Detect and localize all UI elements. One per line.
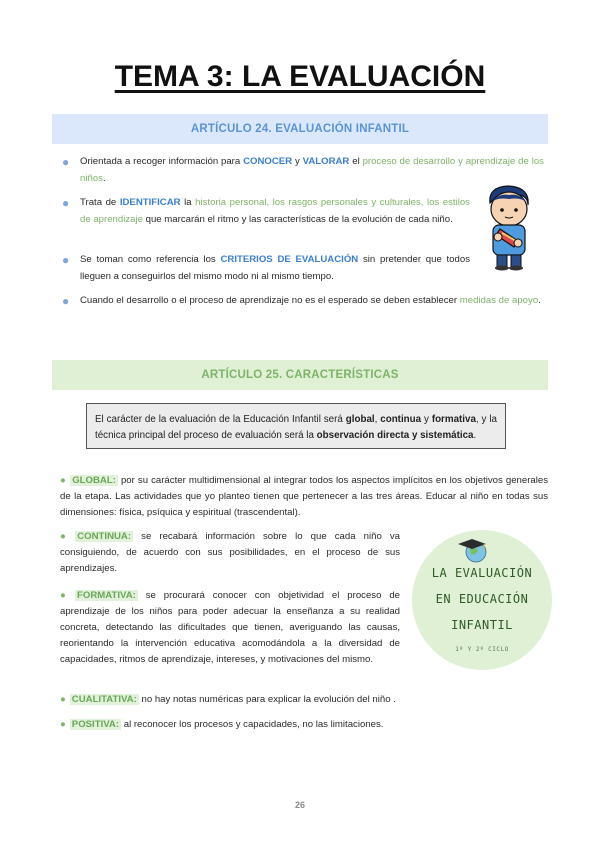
art24-bullet-3: Se toman como referencia los CRITERIOS DE EVALUACIÓN sin pretender que todos lleguen a conseguirlos del mismo modo ni al mismo tiempo. [80, 254, 470, 282]
graduation-globe-icon [454, 536, 494, 564]
bullet-dot: ● [60, 475, 67, 486]
badge-line-3: INFANTIL [451, 618, 513, 632]
bullet-dot: ● [62, 294, 70, 308]
art24-bullet-2: Trata de IDENTIFICAR la historia personal, los rasgos personales y culturales, los estilos de aprendizaje que marcarán el ritmo y las características de la evolución de cada niño. [80, 197, 470, 225]
boy-reading-illustration [478, 183, 540, 271]
art24-bullet-4: Cuando el desarrollo o el proceso de aprendizaje no es el esperado se deben establecer medidas de apoyo. [80, 295, 541, 306]
item-positiva: ● POSITIVA: al reconocer los procesos y capacidades, no las limitaciones. [60, 719, 384, 730]
item-formativa: ● FORMATIVA: se procurará conocer con objetividad el proceso de aprendizaje de los niños para poder adecuar la enseñanza a su realidad concreta, detectando las dificultades que tienen, averiguando las causas, reorientando la intervención educativa acomodándola a la diversidad de capacidades, ritmos de aprendizaje, intereses, y motivaciones del mismo. [60, 590, 400, 665]
item-continua: ● CONTINUA: se recabará información sobre lo que cada niño va consiguiendo, de acuerdo con sus posibilidades, en el proceso de sus aprendizajes. [60, 531, 401, 574]
evaluation-summary-box: El carácter de la evaluación de la Educación Infantil será global, continua y formativa, y la técnica principal del proceso de evaluación será la observación directa y sistemática. [86, 403, 506, 449]
bullet-dot: ● [60, 719, 66, 730]
art24-bullet-1: Orientada a recoger información para CONOCER y VALORAR el proceso de desarrollo y aprendizaje de los niños. [80, 156, 544, 184]
item-global: ● GLOBAL: por su carácter multidimensional al integrar todos los aspectos implícitos en los objetivos generales de la etapa. Las actividades que yo planteo tienen que pertenecer a las tres áreas. Educar al niño en todas sus dimensiones: física, psíquica y espiritual (trascendental). [60, 475, 549, 518]
page-title: TEMA 3: LA EVALUACIÓN [114, 60, 486, 93]
page-number: 26 [294, 800, 305, 810]
article-25-header: ARTÍCULO 25. CARACTERÍSTICAS [52, 360, 548, 390]
bullet-dot: ● [60, 590, 72, 601]
bullet-dot: ● [60, 531, 72, 542]
bullet-dot: ● [62, 196, 70, 210]
bullet-dot: ● [62, 155, 70, 169]
item-cualitativa: ● CUALITATIVA: no hay notas numéricas para explicar la evolución del niño . [60, 694, 396, 705]
article-24-header: ARTÍCULO 24. EVALUACIÓN INFANTIL [52, 114, 548, 144]
evaluation-badge-circle [412, 530, 552, 670]
badge-small-text: 1º Y 2º CICLO [455, 646, 509, 653]
bullet-dot: ● [60, 694, 66, 705]
badge-line-2: EN EDUCACIÓN [435, 592, 529, 606]
badge-line-1: LA EVALUACIÓN [431, 566, 533, 580]
bullet-dot: ● [62, 253, 70, 267]
